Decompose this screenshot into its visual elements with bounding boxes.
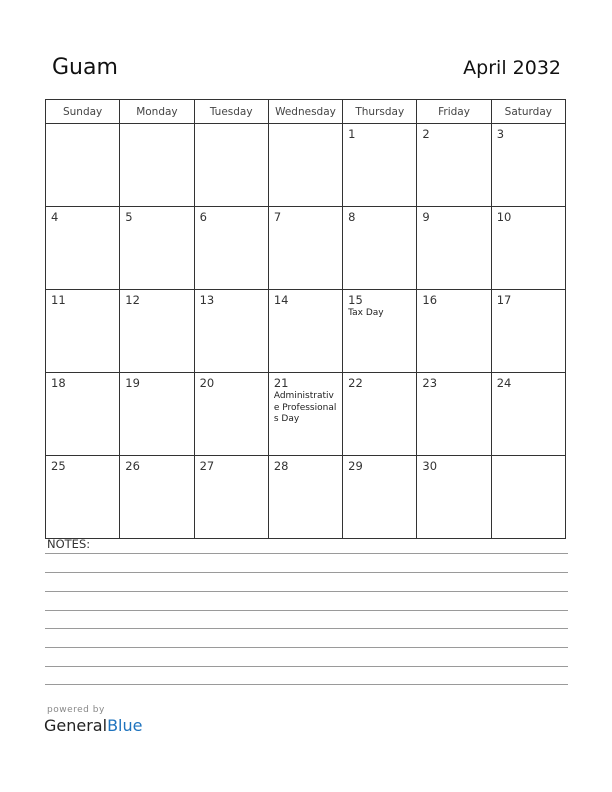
day-cell: [46, 456, 120, 539]
day-number: 12: [125, 293, 140, 307]
day-cell: [46, 124, 120, 207]
region-title: Guam: [52, 55, 118, 80]
day-cell: [120, 290, 194, 373]
day-cell: [120, 456, 194, 539]
week-row: [46, 290, 566, 373]
holiday-label: Tax Day: [348, 308, 384, 318]
holiday-label: Administrative Professionals Day: [273, 391, 337, 424]
day-cell: [120, 124, 194, 207]
day-number: 22: [348, 376, 363, 390]
day-cell: [46, 373, 120, 456]
week-row: [46, 124, 566, 207]
day-number: 18: [51, 376, 66, 390]
day-cell: [268, 373, 342, 456]
weekday-wednesday: Wednesday: [268, 100, 342, 124]
day-number: 23: [422, 376, 438, 390]
day-cell: [268, 124, 342, 207]
calendar-body: [46, 124, 566, 539]
day-cell: [268, 290, 342, 373]
day-cell: [120, 207, 194, 290]
weekday-sunday: Sunday: [46, 100, 120, 124]
day-number: 25: [51, 459, 66, 473]
day-cell: [194, 207, 268, 290]
day-cell: [343, 290, 417, 373]
day-cell: [417, 207, 491, 290]
notes-label: NOTES:: [47, 537, 91, 551]
day-cell: [46, 290, 120, 373]
day-cell: [491, 373, 565, 456]
logo-blue-text: Blue: [107, 716, 143, 735]
day-cell: [491, 290, 565, 373]
day-number: 8: [348, 210, 356, 224]
day-cell: [491, 124, 565, 207]
day-number: 19: [125, 376, 140, 390]
day-cell: [194, 290, 268, 373]
day-number: 7: [273, 210, 282, 224]
notes-line: [45, 684, 568, 685]
notes-line: [45, 628, 568, 629]
day-cell: [343, 456, 417, 539]
day-number: 15: [348, 293, 363, 307]
notes-line: [45, 572, 568, 573]
notes-line: [45, 591, 568, 592]
day-cell: [491, 207, 565, 290]
generalblue-logo: [44, 716, 142, 735]
month-year-title: April 2032: [463, 57, 561, 79]
day-cell: [417, 373, 491, 456]
day-number: 27: [199, 459, 215, 473]
notes-line: [45, 553, 568, 554]
day-number: 26: [125, 459, 140, 473]
day-number: 11: [51, 293, 66, 307]
day-number: 3: [496, 127, 505, 141]
notes-line: [45, 647, 568, 648]
day-cell: [194, 124, 268, 207]
day-cell: [417, 290, 491, 373]
week-row: [46, 373, 566, 456]
day-number: 21: [273, 376, 289, 390]
day-cell: [120, 373, 194, 456]
day-cell: [194, 373, 268, 456]
calendar-grid: [45, 99, 566, 539]
day-cell: [343, 373, 417, 456]
day-cell: [491, 456, 565, 539]
day-number: 28: [273, 459, 289, 473]
logo-general-text: General: [44, 716, 108, 735]
day-number: 6: [199, 210, 207, 224]
day-number: 2: [422, 127, 430, 141]
day-number: 16: [422, 293, 438, 307]
day-cell: [343, 124, 417, 207]
notes-line: [45, 610, 568, 611]
day-number: 9: [422, 210, 430, 224]
day-number: 10: [496, 210, 512, 224]
day-number: 13: [199, 293, 215, 307]
week-row: [46, 456, 566, 539]
weekday-tuesday: Tuesday: [194, 100, 268, 124]
day-cell: [343, 207, 417, 290]
day-cell: [46, 207, 120, 290]
day-number: 20: [199, 376, 215, 390]
day-number: 29: [348, 459, 363, 473]
weekday-header-row: [46, 100, 566, 124]
day-number: 14: [273, 293, 289, 307]
weekday-thursday: Thursday: [343, 100, 417, 124]
day-cell: [194, 456, 268, 539]
day-number: 5: [125, 210, 133, 224]
day-number: 17: [496, 293, 512, 307]
day-cell: [268, 207, 342, 290]
powered-by-text: powered by: [47, 705, 105, 715]
notes-line: [45, 666, 568, 667]
day-cell: [268, 456, 342, 539]
day-cell: [417, 456, 491, 539]
weekday-saturday: Saturday: [491, 100, 565, 124]
day-cell: [417, 124, 491, 207]
week-row: [46, 207, 566, 290]
day-number: 24: [496, 376, 512, 390]
weekday-monday: Monday: [120, 100, 194, 124]
day-number: 30: [422, 459, 438, 473]
day-number: 4: [51, 210, 59, 224]
day-number: 1: [348, 127, 356, 141]
weekday-friday: Friday: [417, 100, 491, 124]
